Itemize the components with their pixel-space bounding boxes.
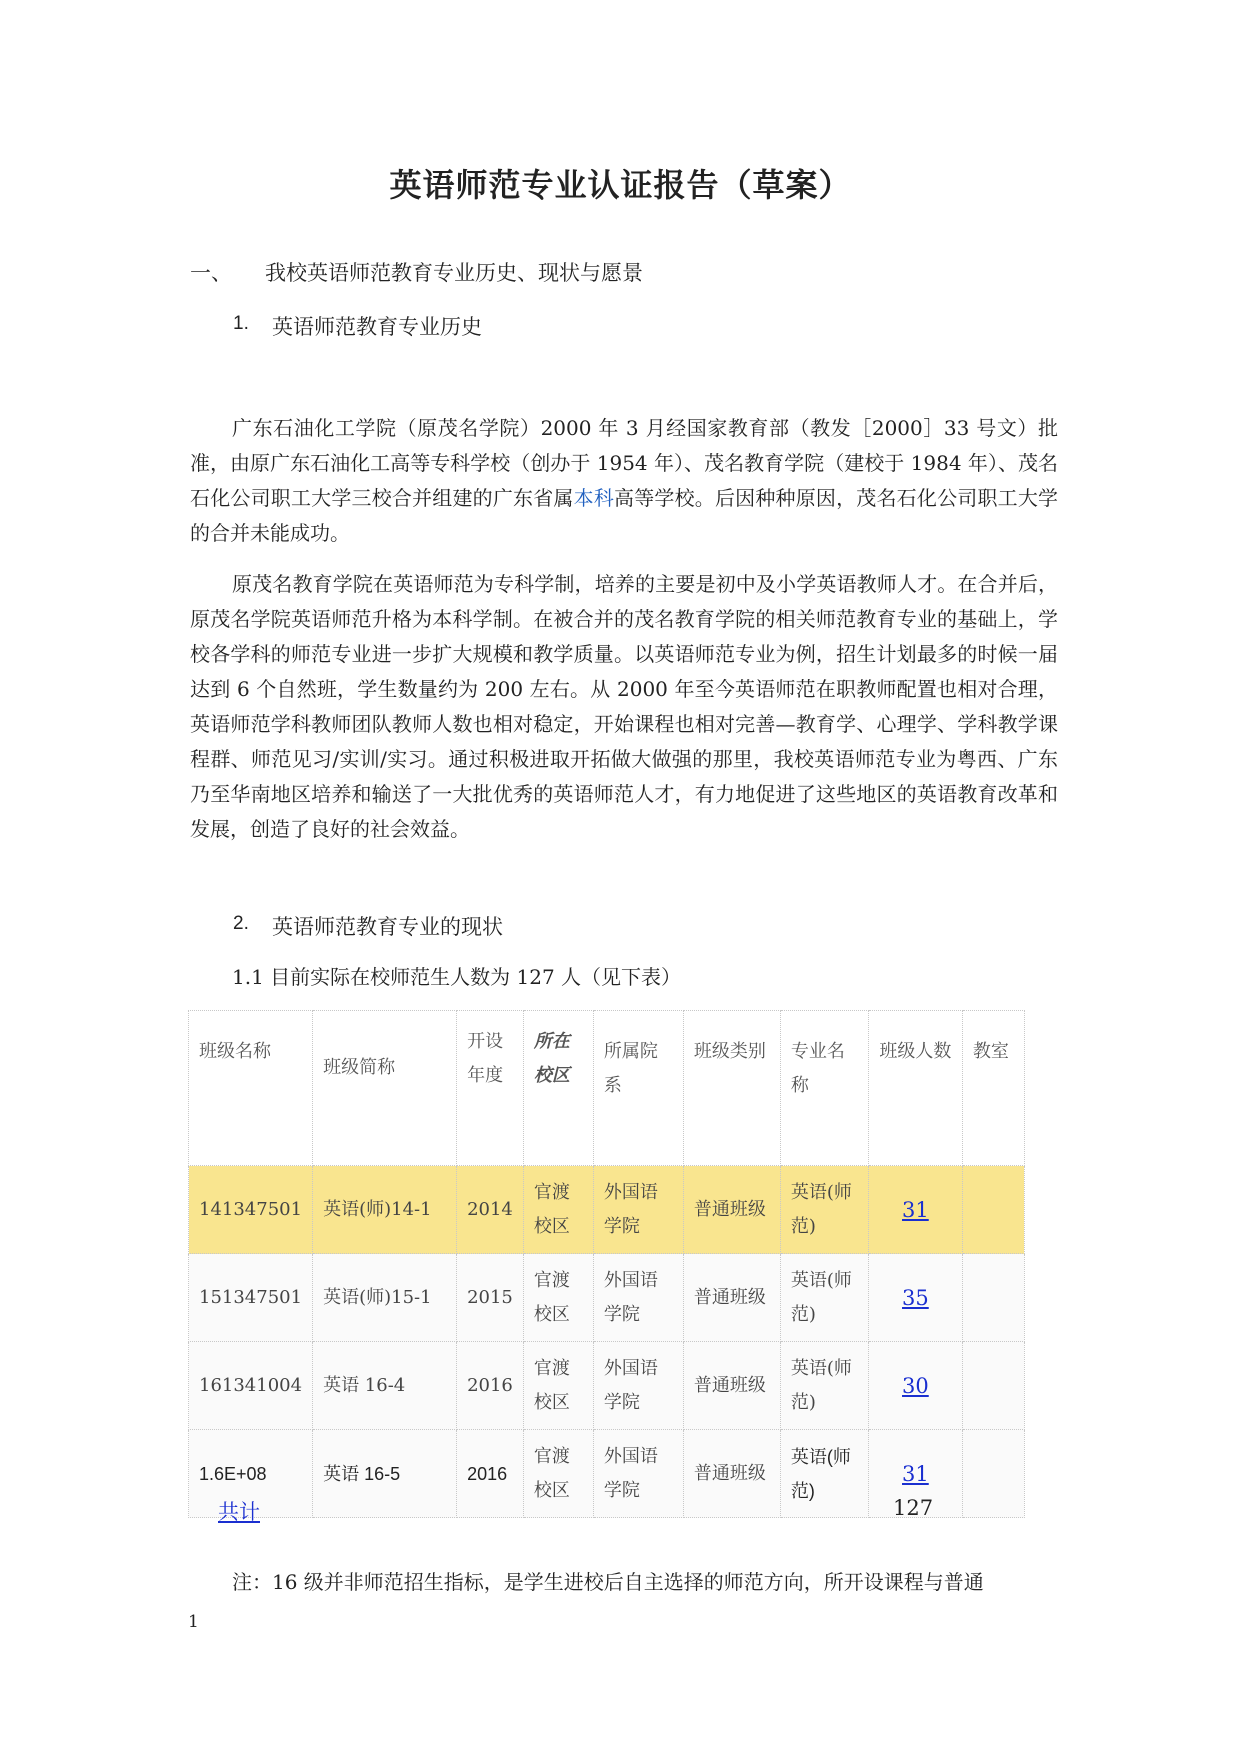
cell-campus: 官渡校区 [523, 1430, 593, 1518]
header-department: 所属院系 [593, 1011, 683, 1166]
cell-classroom [962, 1430, 1024, 1518]
total-value: 127 [893, 1496, 934, 1520]
header-campus: 所在校区 [523, 1011, 593, 1166]
class-table [188, 1010, 1025, 1518]
cell-classroom [962, 1342, 1024, 1430]
cell-department: 外国语学院 [593, 1430, 683, 1518]
cell-department: 外国语学院 [593, 1254, 683, 1342]
cell-department: 外国语学院 [593, 1342, 683, 1430]
cell-year: 2014 [457, 1166, 524, 1254]
cell-major: 英语(师范) [780, 1254, 868, 1342]
cell-class-short: 英语 16-5 [313, 1430, 457, 1518]
cell-count [868, 1166, 962, 1254]
cell-class-type: 普通班级 [683, 1254, 780, 1342]
table-header-row [189, 1011, 1025, 1166]
header-count: 班级人数 [868, 1011, 962, 1166]
header-year: 开设年度 [457, 1011, 524, 1166]
cell-class-name: 1.6E+08 [189, 1430, 313, 1518]
history-text-after: 高等学校。后因种种原因，茂名石化公司职工大学的合并未能成功。 [190, 486, 1059, 545]
history-paragraph [190, 411, 1058, 551]
header-class-name: 班级名称 [189, 1011, 313, 1166]
count-link[interactable]: 30 [902, 1373, 929, 1398]
section-number: 一、 [190, 261, 232, 285]
header-class-type: 班级类别 [683, 1011, 780, 1166]
cell-class-short: 英语(师)15-1 [313, 1254, 457, 1342]
subsection-heading-status: 英语师范教育专业的现状 [272, 915, 503, 939]
cell-major: 英语(师范) [780, 1166, 868, 1254]
cell-classroom [962, 1254, 1024, 1342]
cell-campus: 官渡校区 [523, 1166, 593, 1254]
development-paragraph: 原茂名教育学院在英语师范为专科学制，培养的主要是初中及小学英语教师人才。在合并后，原茂名学院英语师范升格为本科学制。在被合并的茂名教育学院的相关师范教育专业的基础上，学校各学科的师范专业进一步扩大规模和教学质量。以英语师范专业为例，招生计划最多的时候一届达到 6 个自然班，学生数量约为 200 左右。从 2000 年至今英语师范在职教师配置也相对合理，英语师范学科教师团队教师人数也相对稳定，开始课程也相对完善—教育学、心理学、学科教学课程群、师范见习/实训/实习。通过积极进取开拓做大做强的那里，我校英语师范专业为粤西、广东乃至华南地区培养和输送了一大批优秀的英语师范人才，有力地促进了这些地区的英语教育改革和发展，创造了良好的社会效益。 [190, 572, 1058, 841]
cell-major: 英语(师范) [780, 1430, 868, 1518]
cell-year: 2016 [457, 1342, 524, 1430]
undergraduate-link[interactable]: 本科 [573, 486, 615, 510]
cell-campus: 官渡校区 [523, 1254, 593, 1342]
count-link[interactable]: 31 [902, 1197, 929, 1222]
header-major: 专业名称 [780, 1011, 868, 1166]
note-text: 注：16 级并非师范招生指标，是学生进校后自主选择的师范方向，所开设课程与普通 [232, 1570, 984, 1594]
cell-class-short: 英语(师)14-1 [313, 1166, 457, 1254]
header-class-short: 班级简称 [313, 1011, 457, 1166]
cell-class-type: 普通班级 [683, 1430, 780, 1518]
count-link[interactable]: 31 [902, 1461, 929, 1486]
count-link[interactable]: 35 [902, 1285, 929, 1310]
header-classroom: 教室 [962, 1011, 1024, 1166]
cell-count [868, 1254, 962, 1342]
page-number: 1 [188, 1612, 199, 1632]
subsection-heading-history: 英语师范教育专业历史 [272, 315, 482, 339]
cell-class-name: 161341004 [189, 1342, 313, 1430]
history-text-before: 广东石油化工学院（原茂名学院）2000 年 3 月经国家教育部（教发［2000］33 号文）批准，由原广东石油化工高等专科学校（创办于 1954 年）、茂名教育学院（建校于 1984 年）、茂名石化公司职工大学三校合并组建的广东省属 [190, 416, 1058, 510]
cell-year: 2016 [457, 1430, 524, 1518]
document-title: 英语师范专业认证报告（草案） [389, 166, 852, 204]
total-label-link[interactable]: 共计 [218, 1500, 260, 1524]
cell-department: 外国语学院 [593, 1166, 683, 1254]
section-heading: 我校英语师范教育专业历史、现状与愿景 [265, 261, 643, 285]
subsection-number: 1. [233, 313, 249, 334]
table-row [189, 1342, 1025, 1430]
cell-classroom [962, 1166, 1024, 1254]
table-row [189, 1166, 1025, 1254]
cell-count [868, 1342, 962, 1430]
table-row [189, 1254, 1025, 1342]
cell-class-type: 普通班级 [683, 1342, 780, 1430]
cell-class-type: 普通班级 [683, 1166, 780, 1254]
cell-campus: 官渡校区 [523, 1342, 593, 1430]
subsection-number-2: 2. [233, 913, 249, 934]
cell-class-short: 英语 16-4 [313, 1342, 457, 1430]
cell-class-name: 141347501 [189, 1166, 313, 1254]
cell-major: 英语(师范) [780, 1342, 868, 1430]
cell-class-name: 151347501 [189, 1254, 313, 1342]
cell-year: 2015 [457, 1254, 524, 1342]
table-caption: 1.1 目前实际在校师范生人数为 127 人（见下表） [232, 965, 682, 989]
